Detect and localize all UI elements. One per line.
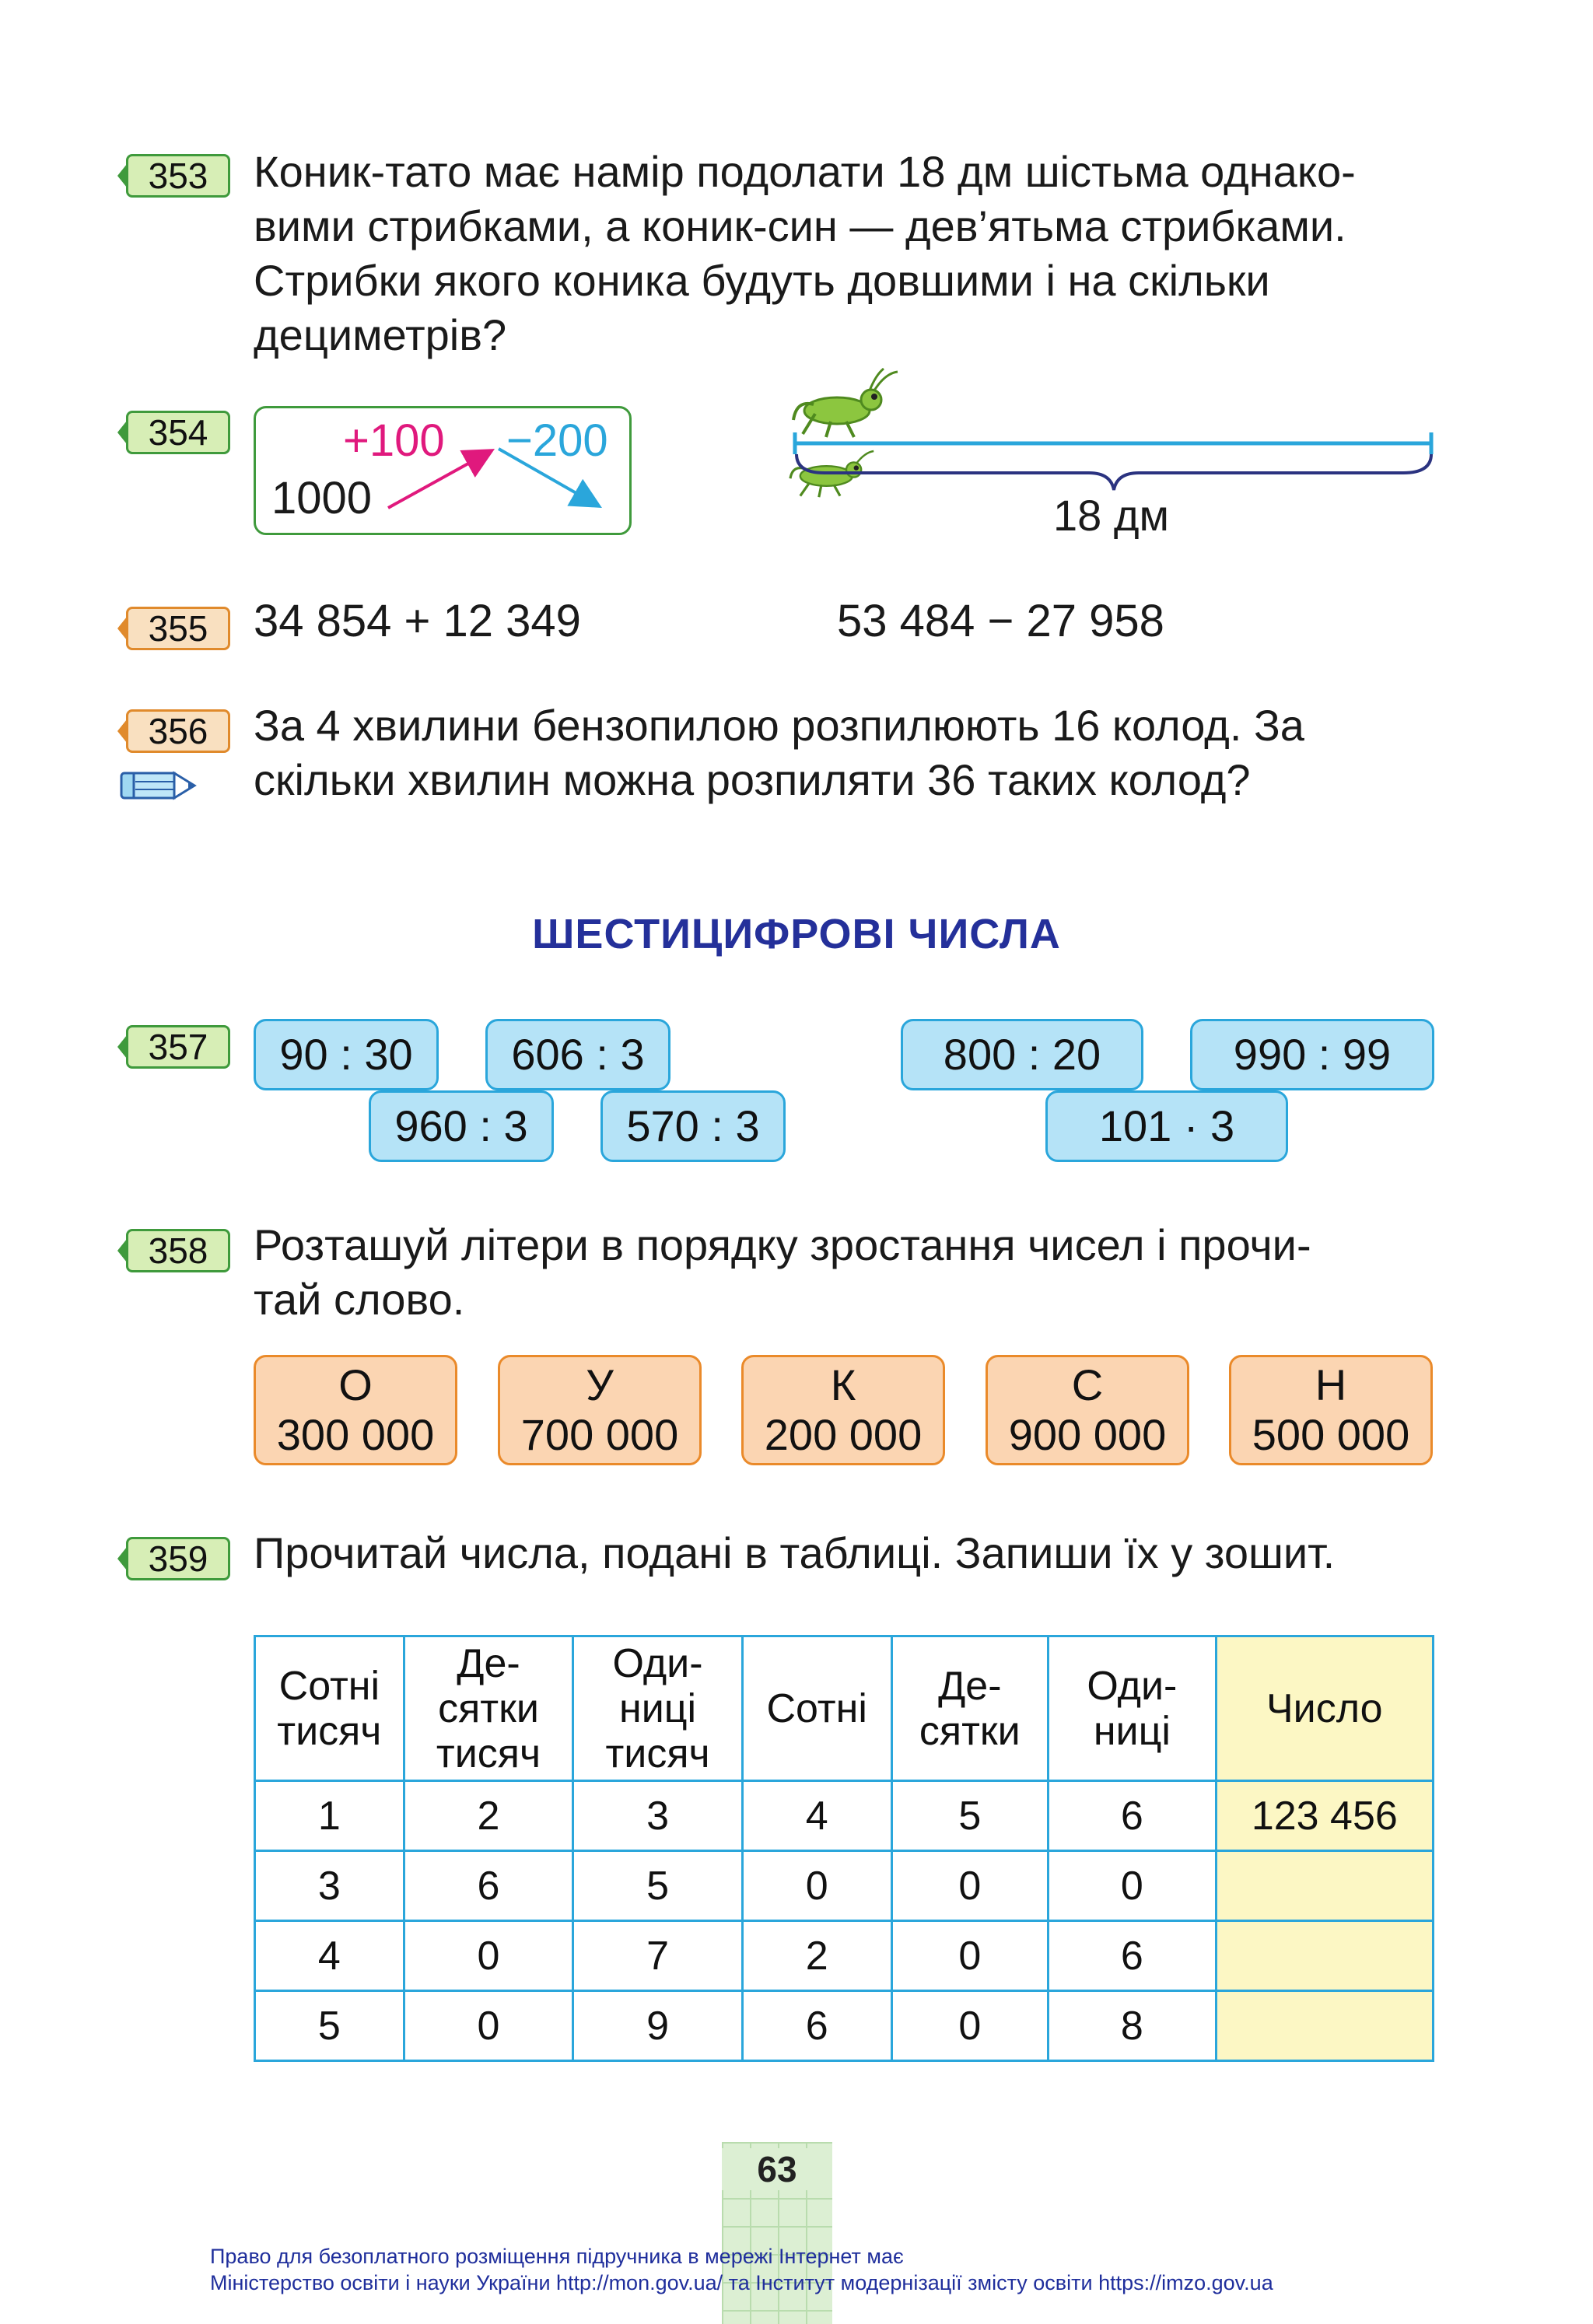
task-number-356: 356 (126, 709, 230, 753)
header-thousands: Оди- ниці тисяч (573, 1636, 743, 1781)
table-cell: 0 (404, 1991, 573, 2061)
text-line: Коник-тато має намір подолати 18 дм шістьма однако- (254, 147, 1356, 196)
task-358-text (254, 1218, 1434, 1327)
table-cell: 2 (404, 1781, 573, 1851)
footer-ministry-line: Міністерство освіти і науки України http://mon.gov.ua/ та Інститут модернізації змісту освіти https://imzo.gov.ua (210, 2271, 1273, 2294)
letter-card (1229, 1355, 1433, 1465)
segment-length-label: 18 дм (1053, 491, 1170, 540)
task-number-355: 355 (126, 607, 230, 650)
table-cell: 5 (891, 1781, 1049, 1851)
table-header-row (255, 1636, 1434, 1781)
task-359-text: Прочитай числа, подані в таблиці. Запиши їх у зошит. (254, 1528, 1336, 1577)
expression-card: 960 : 3 (369, 1090, 554, 1162)
text-line: скільки хвилин можна розпиляти 36 таких колод? (254, 755, 1251, 804)
card-number: 200 000 (764, 1410, 923, 1459)
task-353-text (254, 145, 1434, 362)
card-number: 500 000 (1252, 1410, 1410, 1459)
table-cell: 6 (404, 1851, 573, 1921)
task-356-text (254, 698, 1434, 807)
text-line: Стрибки якого коника будуть довшими і на скільки (254, 256, 1270, 305)
table-cell: 9 (573, 1991, 743, 2061)
card-letter: О (338, 1360, 373, 1409)
table-cell: 4 (255, 1921, 404, 1991)
letter-card (254, 1355, 457, 1465)
table-cell: 3 (573, 1781, 743, 1851)
table-cell: 6 (1049, 1921, 1216, 1991)
header-hundred-thousands: Сотні тисяч (255, 1636, 404, 1781)
header-units: Оди- ниці (1049, 1636, 1216, 1781)
pencil-icon (118, 767, 199, 806)
expression-card: 606 : 3 (485, 1019, 670, 1090)
table-cell: 0 (742, 1851, 891, 1921)
text-line: За 4 хвилини бензопилою розпилюють 16 колод. За (254, 701, 1304, 750)
expression-card: 800 : 20 (901, 1019, 1143, 1090)
card-number: 900 000 (1008, 1410, 1167, 1459)
table-cell: 0 (1049, 1851, 1216, 1921)
table-cell: 0 (891, 1851, 1049, 1921)
table-row (255, 1781, 1434, 1851)
header-number: Число (1216, 1636, 1433, 1781)
text-line: дециметрів? (254, 310, 507, 359)
table-cell: 7 (573, 1921, 743, 1991)
header-hundreds: Сотні (742, 1636, 891, 1781)
card-number: 300 000 (276, 1410, 435, 1459)
task-number-357: 357 (126, 1025, 230, 1069)
chain-plus-op: +100 (343, 415, 445, 466)
task-number-358: 358 (126, 1229, 230, 1272)
section-title: ШЕСТИЦИФРОВІ ЧИСЛА (532, 911, 1061, 957)
page-number: 63 (722, 2148, 832, 2190)
table-cell: 8 (1049, 1991, 1216, 2061)
expression-card: 990 : 99 (1190, 1019, 1434, 1090)
expression-difference: 53 484 − 27 958 (837, 596, 1164, 646)
task-number-353: 353 (126, 154, 230, 198)
chain-start-value: 1000 (271, 473, 373, 523)
number-cell (1216, 1921, 1433, 1991)
task-number-354: 354 (126, 411, 230, 454)
text-line: тай слово. (254, 1275, 465, 1324)
footer-rights-line: Право для безоплатного розміщення підручника в мережі Інтернет має (210, 2245, 904, 2268)
table-cell: 3 (255, 1851, 404, 1921)
table-cell: 4 (742, 1781, 891, 1851)
operation-chain-box (254, 406, 632, 535)
table-row (255, 1991, 1434, 2061)
number-cell: 123 456 (1216, 1781, 1433, 1851)
table-row (255, 1851, 1434, 1921)
table-cell: 6 (742, 1991, 891, 2061)
chain-arrows (256, 408, 629, 533)
letter-card (741, 1355, 945, 1465)
table-cell: 0 (891, 1921, 1049, 1991)
table-cell: 6 (1049, 1781, 1216, 1851)
table-cell: 0 (891, 1991, 1049, 2061)
card-letter: С (1071, 1360, 1104, 1409)
expression-card: 101 · 3 (1045, 1090, 1288, 1162)
grasshopper-icon (793, 369, 898, 437)
expression-card: 90 : 30 (254, 1019, 439, 1090)
card-letter: У (586, 1360, 614, 1409)
table-cell: 5 (255, 1991, 404, 2061)
table-cell: 1 (255, 1781, 404, 1851)
text-line: вими стрибками, а коник-син — дев’ятьма стрибками. (254, 201, 1346, 250)
number-cell (1216, 1851, 1433, 1921)
text-line: Розташуй літери в порядку зростання чисел і прочи- (254, 1220, 1311, 1269)
number-cell (1216, 1991, 1433, 2061)
expression-sum: 34 854 + 12 349 (254, 596, 581, 646)
task-number-359: 359 (126, 1537, 230, 1580)
place-value-table (254, 1635, 1434, 2062)
card-letter: К (830, 1360, 856, 1409)
letter-card (986, 1355, 1189, 1465)
card-letter: Н (1315, 1360, 1347, 1409)
chain-minus-op: −200 (506, 415, 608, 466)
header-ten-thousands: Де- сятки тисяч (404, 1636, 573, 1781)
header-tens: Де- сятки (891, 1636, 1049, 1781)
table-row (255, 1921, 1434, 1991)
table-cell: 2 (742, 1921, 891, 1991)
card-number: 700 000 (520, 1410, 679, 1459)
table-cell: 0 (404, 1921, 573, 1991)
letter-card (498, 1355, 702, 1465)
page-number-tab (722, 2142, 832, 2324)
expression-card: 570 : 3 (600, 1090, 786, 1162)
table-cell: 5 (573, 1851, 743, 1921)
